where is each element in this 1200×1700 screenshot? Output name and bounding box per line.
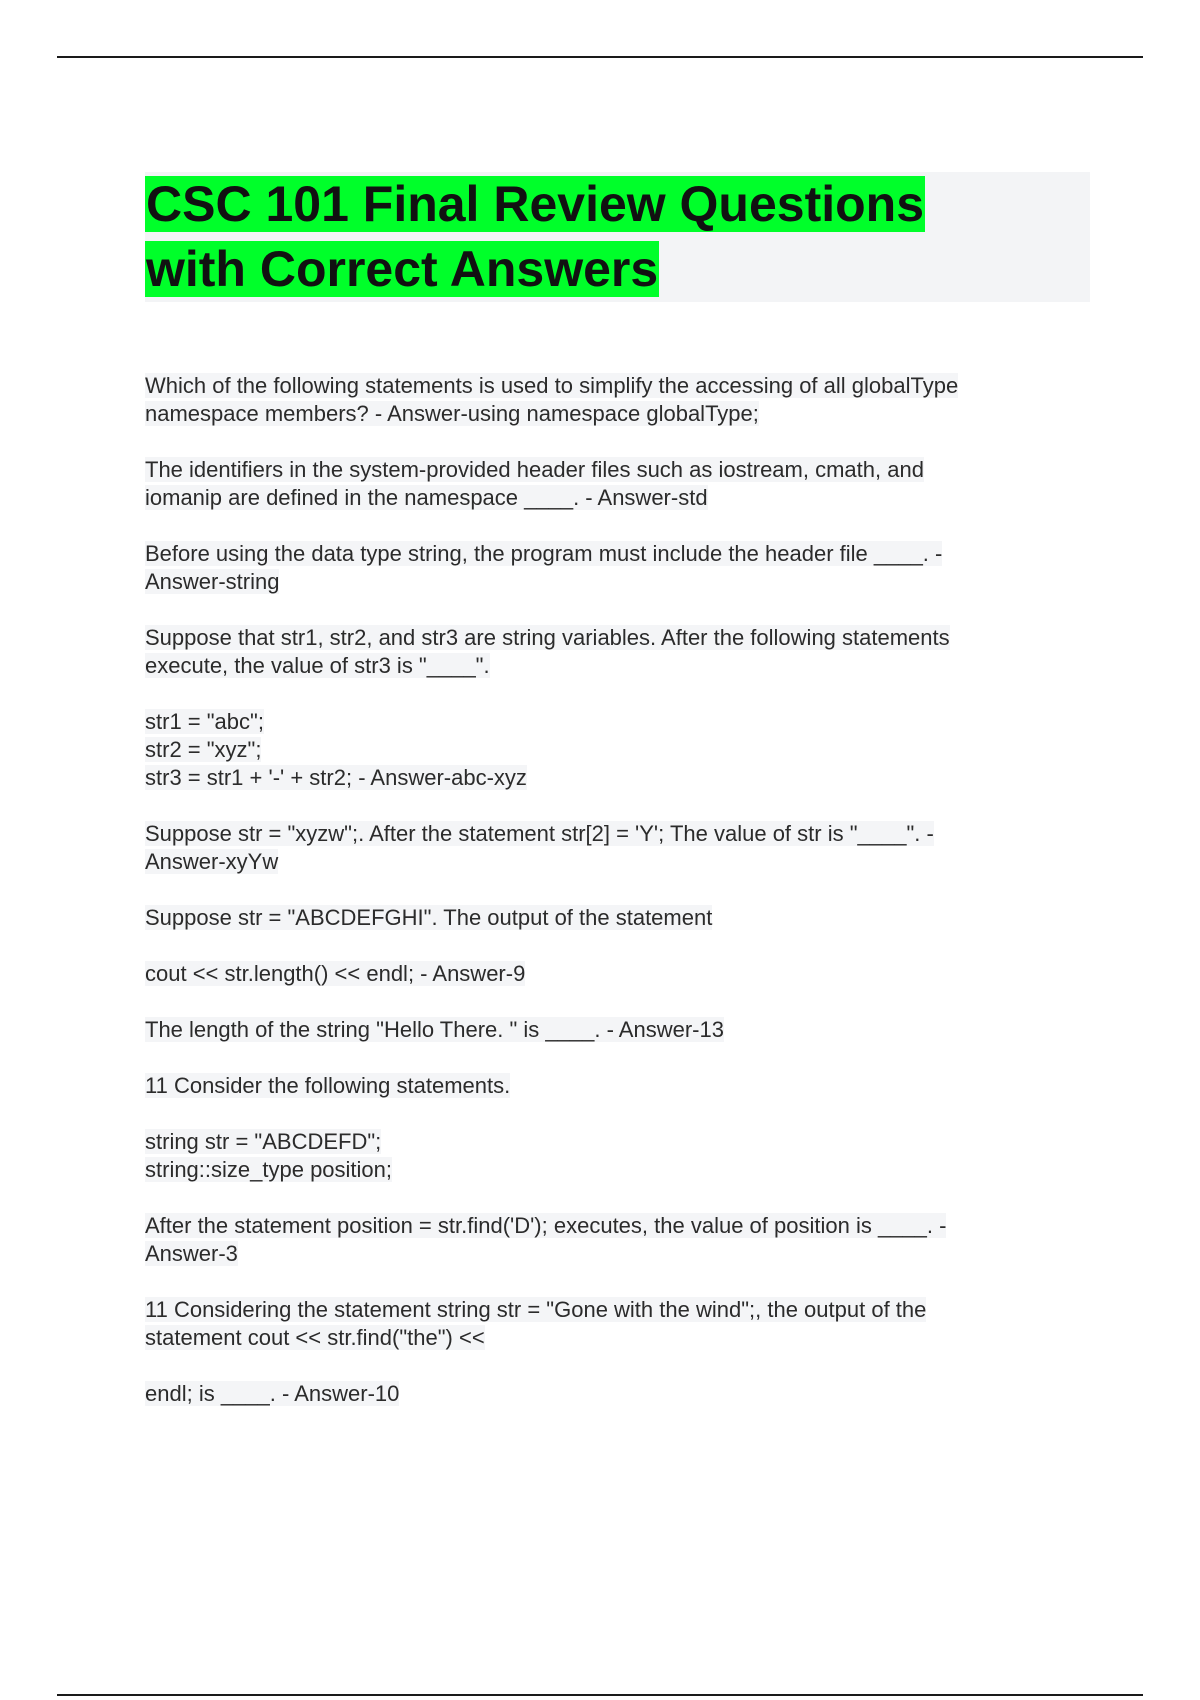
qa-paragraph [145,1296,1045,1352]
paragraph-line: Suppose str = "ABCDEFGHI". The output of the statement [145,905,713,930]
title-line-2: with Correct Answers [146,241,659,297]
question-list [145,372,1045,1436]
paragraph-line: str3 = str1 + '-' + str2; - Answer-abc-xyz [145,765,527,790]
paragraph-line: Suppose str = "xyzw";. After the statement str[2] = 'Y'; The value of str is "____". - [145,821,934,846]
qa-paragraph [145,1016,1045,1044]
code-paragraph [145,1128,1045,1184]
title-block [145,172,1090,302]
paragraph-line: Which of the following statements is used to simplify the accessing of all globalType [145,373,959,398]
paragraph-line: cout << str.length() << endl; - Answer-9 [145,961,526,986]
paragraph-line: Answer-3 [145,1241,238,1266]
paragraph-line: Before using the data type string, the program must include the header file ____. - [145,541,943,566]
qa-paragraph [145,540,1045,596]
qa-paragraph [145,1380,1045,1408]
paragraph-line: str1 = "abc"; [145,709,264,734]
paragraph-line: string str = "ABCDEFD"; [145,1129,382,1154]
paragraph-line: After the statement position = str.find('D'); executes, the value of position is ____. - [145,1213,947,1238]
paragraph-line: Suppose that str1, str2, and str3 are string variables. After the following statements [145,625,950,650]
top-rule [57,56,1143,58]
paragraph-line: Answer-xyYw [145,849,279,874]
paragraph-line: namespace members? - Answer-using namespace globalType; [145,401,759,426]
qa-paragraph [145,624,1045,680]
paragraph-line: Answer-string [145,569,280,594]
paragraph-line: The identifiers in the system-provided header files such as iostream, cmath, and [145,457,924,482]
title-line-1: CSC 101 Final Review Questions [146,176,925,232]
paragraph-line: 11 Considering the statement string str = "Gone with the wind";, the output of the [145,1297,927,1322]
bottom-rule [57,1694,1143,1696]
paragraph-line: str2 = "xyz"; [145,737,262,762]
paragraph-line: The length of the string "Hello There. " is ____. - Answer-13 [145,1017,724,1042]
qa-paragraph [145,456,1045,512]
paragraph-line: string::size_type position; [145,1157,393,1182]
code-paragraph [145,708,1045,792]
qa-paragraph [145,372,1045,428]
paragraph-line: execute, the value of str3 is "____". [145,653,490,678]
qa-paragraph [145,904,1045,932]
paragraph-line: endl; is ____. - Answer-10 [145,1381,400,1406]
qa-paragraph [145,820,1045,876]
qa-paragraph [145,1212,1045,1268]
paragraph-line: statement cout << str.find("the") << [145,1325,485,1350]
qa-paragraph [145,960,1045,988]
qa-paragraph [145,1072,1045,1100]
paragraph-line: 11 Consider the following statements. [145,1073,511,1098]
document-title [145,172,1090,302]
paragraph-line: iomanip are defined in the namespace ____. - Answer-std [145,485,708,510]
